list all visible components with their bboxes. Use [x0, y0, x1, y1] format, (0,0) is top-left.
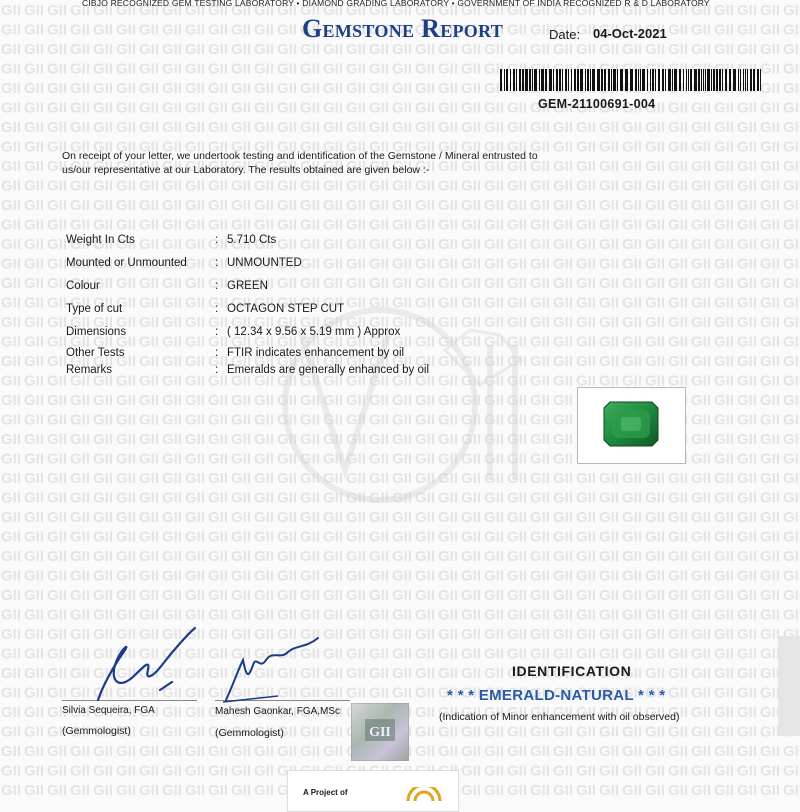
report-title: Gemstone Report — [302, 14, 504, 43]
gemstone-photo — [577, 387, 686, 464]
detail-value: FTIR indicates enhancement by oil — [227, 347, 405, 359]
emerald-gem-icon — [578, 388, 685, 463]
identification-note: (Indication of Minor enhancement with oil observed) — [439, 711, 680, 723]
detail-colon: : — [215, 364, 219, 376]
paper-edge — [778, 636, 800, 736]
detail-value: Emeralds are generally enhanced by oil — [227, 364, 430, 376]
barcode — [500, 69, 762, 91]
project-of-text: A Project of — [303, 788, 348, 797]
signatory-role: (Gemmologist) — [62, 725, 131, 737]
signature-silvia — [90, 620, 220, 710]
detail-label: Weight In Cts — [66, 234, 135, 246]
date-label: Date: — [549, 27, 581, 42]
detail-value: OCTAGON STEP CUT — [227, 303, 345, 315]
signatory-name: Silvia Sequeira, FGA — [62, 705, 155, 716]
detail-label: Type of cut — [66, 303, 123, 315]
intro-text: On receipt of your letter, we undertook testing and identification of the Gemstone / Mineral entrusted to us/our representative at our Laboratory. The results obtained are given below :- — [62, 150, 538, 176]
identification-result: * * * EMERALD-NATURAL * * * — [447, 687, 666, 704]
detail-colon: : — [215, 326, 219, 338]
detail-label: Colour — [66, 280, 100, 292]
detail-colon: : — [215, 347, 219, 359]
detail-value: 5.710 Cts — [227, 234, 277, 246]
signatory-name: Mahesh Gaonkar, FGA,MSc — [215, 706, 341, 717]
detail-label: Mounted or Unmounted — [66, 257, 187, 269]
report-number: GEM-21100691-004 — [538, 97, 656, 111]
detail-label: Remarks — [66, 364, 113, 376]
detail-colon: : — [215, 303, 219, 315]
detail-value: ( 12.34 x 9.56 x 5.19 mm ) Approx — [227, 326, 401, 338]
lab-accreditation-line: CIBJO RECOGNIZED GEM TESTING LABORATORY • DIAMOND GRADING LABORATORY • GOVERNMENT OF INDIA RECOGNIZED R & D LABORATORY — [82, 0, 710, 8]
detail-value: GREEN — [227, 280, 268, 292]
detail-label: Other Tests — [66, 347, 125, 359]
date-value: 04-Oct-2021 — [593, 26, 667, 41]
detail-colon: : — [215, 257, 219, 269]
detail-colon: : — [215, 234, 219, 246]
hologram-seal-icon — [351, 703, 409, 761]
identification-title: IDENTIFICATION — [512, 663, 632, 679]
svg-text:GII: GII — [369, 725, 391, 740]
signature-mahesh — [218, 630, 338, 705]
detail-value: UNMOUNTED — [227, 257, 302, 269]
detail-label: Dimensions — [66, 326, 127, 338]
sun-logo-icon — [404, 787, 444, 801]
detail-colon: : — [215, 280, 219, 292]
signatory-role: (Gemmologist) — [215, 727, 284, 739]
